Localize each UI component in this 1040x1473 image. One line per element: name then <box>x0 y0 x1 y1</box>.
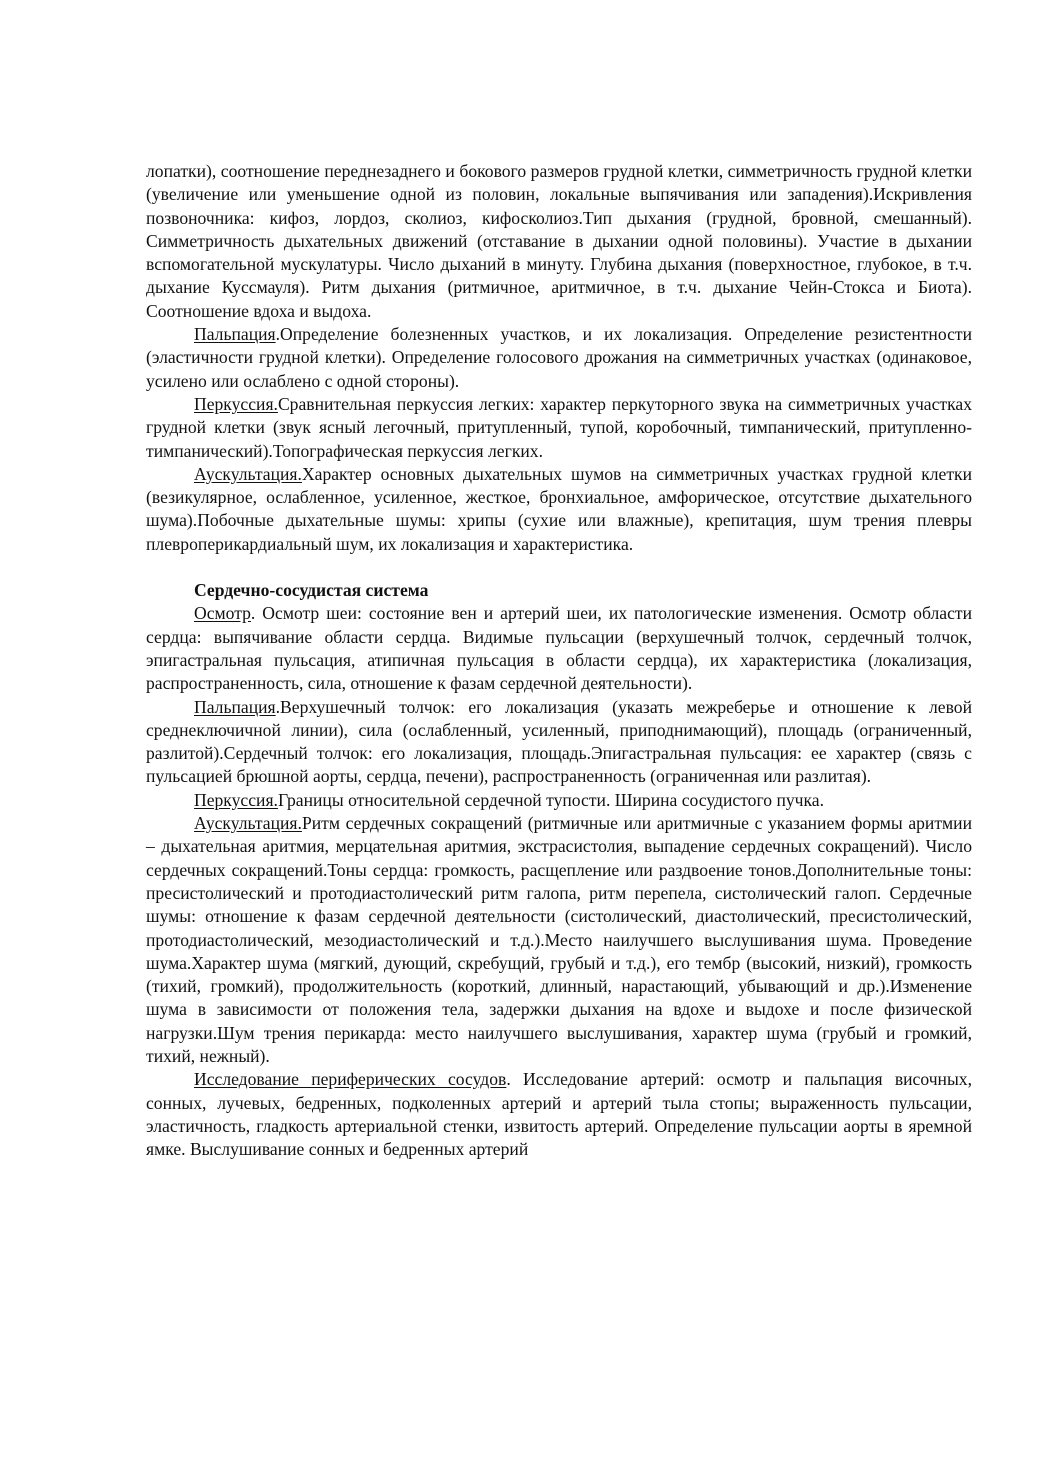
cardio-vessels-label: Исследование периферических сосудов <box>194 1069 507 1090</box>
section-spacer <box>146 556 972 579</box>
cardio-percussion-paragraph <box>146 789 972 812</box>
cardio-palpation-paragraph <box>146 696 972 789</box>
cardio-auscultation-paragraph <box>146 812 972 1068</box>
cardio-inspection-text: . Осмотр шеи: состояние вен и артерий шеи, их патологические изменения. Осмотр области сердца: выпячивание области сердца. Видимые пульсации (верхушечный толчок, сердечный толчок, эпигастральная пульсация, атипичная пульсация в области сердца), их характеристика (локализация, распространенность, сила, отношение к фазам сердечной деятельности). <box>146 603 972 694</box>
cardio-auscultation-text: Ритм сердечных сокращений (ритмичные или аритмичные с указанием формы аритмии – дыхательная аритмия, мерцательная аритмия, экстрасистолия, выпадение сердечных сокращений). Число сердечных сокращений.Тоны сердца: громкость, расщепление или раздвоение тонов.Дополнительные тоны: пресистолический и протодиастолический ритм галопа, ритм перепела, систолический галоп. Сердечные шумы: отношение к фазам сердечной деятельности (систолический, диастолический, пресистолический, протодиастолический, мезодиастолический и т.д.).Место наилучшего выслушивания шума. Проведение шума.Характер шума (мягкий, дующий, скребущий, грубый и т.д.), его тембр (высокий, низкий), громкость (тихий, громкий), продолжительность (короткий, длинный, нарастающий, убывающий и др.).Изменение шума в зависимости от положения тела, задержки дыхания на вдохе и выдохе и после физической нагрузки.Шум трения перикарда: место наилучшего выслушивания, характер шума (грубый и громкий, тихий, нежный). <box>146 813 972 1066</box>
respiratory-percussion-text: Сравнительная перкуссия легких: характер перкуторного звука на симметричных участках грудной клетки (звук ясный легочный, притупленный, тупой, коробочный, тимпанический, притупленно-тимпанический).Топографическая перкуссия легких. <box>146 393 972 461</box>
respiratory-auscultation-paragraph <box>146 463 972 556</box>
intro-paragraph <box>146 160 972 323</box>
cardio-auscultation-label: Аускультация. <box>194 813 302 834</box>
cardio-vessels-text: . Исследование артерий: осмотр и пальпация височных, сонных, лучевых, бедренных, подколенных артерий и артерий тыла стопы; выраженность пульсации, эластичность, гладкость артериальной стенки, извитость артерий. Определение пульсации аорты в яремной ямке. Выслушивание сонных и бедренных артерий <box>146 1069 972 1160</box>
respiratory-palpation-label: Пальпация <box>194 324 276 345</box>
respiratory-auscultation-text: Характер основных дыхательных шумов на симметричных участках грудной клетки (везикулярное, ослабленное, усиленное, жесткое, бронхиальное, амфорическое, отсутствие дыхательного шума).Побочные дыхательные шумы: хрипы (сухие или влажные), крепитация, шум трения плевры плевроперикардиальный шум, их локализация и характеристика. <box>146 463 972 554</box>
respiratory-percussion-paragraph <box>146 393 972 463</box>
document-body <box>146 160 972 1161</box>
respiratory-auscultation-label: Аускультация. <box>194 463 302 484</box>
cardio-inspection-label: Осмотр <box>194 603 251 624</box>
respiratory-palpation-text: .Определение болезненных участков, и их локализация. Определение резистентности (эластичности грудной клетки). Определение голосового дрожания на симметричных участках (одинаковое, усилено или ослаблено с одной стороны). <box>146 324 972 391</box>
respiratory-palpation-paragraph <box>146 323 972 393</box>
intro-text: лопатки), соотношение переднезаднего и бокового размеров грудной клетки, симметричность грудной клетки (увеличение или уменьшение одной из половин, локальные выпячивания или западения).Искривления позвоночника: кифоз, лордоз, сколиоз, кифосколиоз.Тип дыхания (грудной, бровной, смешанный). Симметричность дыхательных движений (отставание в дыхании одной половины). Участие в дыхании вспомогательной мускулатуры. Число дыханий в минуту. Глубина дыхания (поверхностное, глубокое, в т.ч. дыхание Куссмауля). Ритм дыхания (ритмичное, аритмичное, в т.ч. дыхание Чейн-Стокса и Биота). Соотношение вдоха и выдоха. <box>146 161 972 321</box>
cardio-palpation-text: .Верхушечный толчок: его локализация (указать межреберье и отношение к левой среднеключичной линии), сила (ослабленный, усиленный, приподнимающий), площадь (ограниченный, разлитой).Сердечный толчок: его локализация, площадь.Эпигастральная пульсация: ее характер (связь с пульсацией брюшной аорты, сердца, печени), распространенность (ограниченная или разлитая). <box>146 696 972 787</box>
cardio-section-heading: Сердечно-сосудистая система <box>194 580 429 601</box>
cardio-inspection-paragraph <box>146 602 972 695</box>
respiratory-percussion-label: Перкуссия. <box>194 393 278 414</box>
cardio-vessels-paragraph <box>146 1068 972 1161</box>
cardio-percussion-text: Границы относительной сердечной тупости. Ширина сосудистого пучка. <box>277 789 824 810</box>
cardio-percussion-label: Перкуссия. <box>194 789 278 810</box>
cardio-palpation-label: Пальпация <box>194 696 276 717</box>
